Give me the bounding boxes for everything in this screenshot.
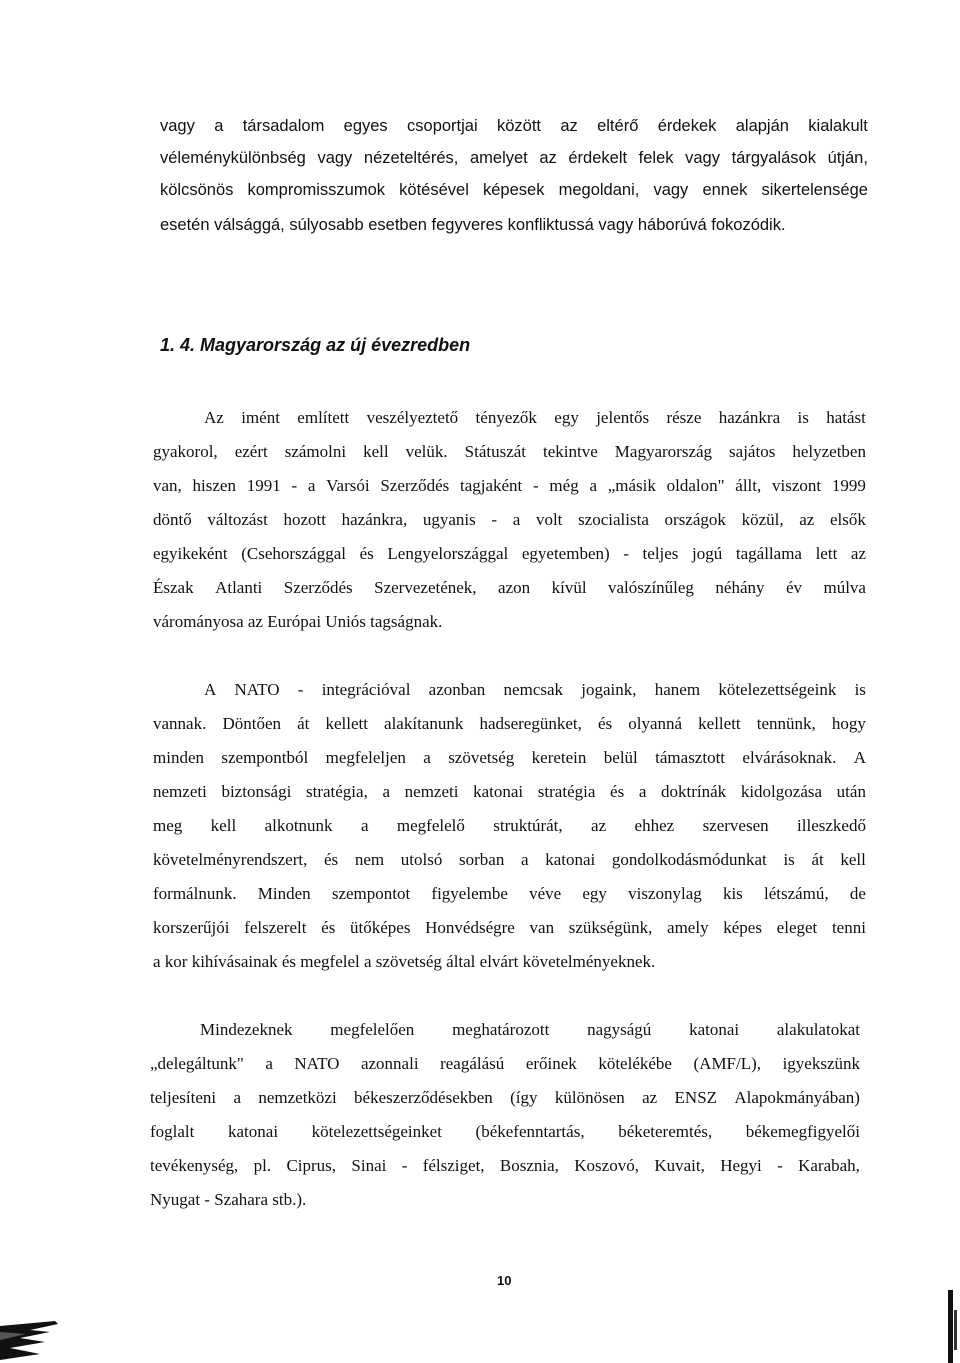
paragraph-line bbox=[153, 508, 866, 532]
word: hozott bbox=[283, 510, 326, 529]
word: ENSZ bbox=[674, 1088, 718, 1107]
word: velük. bbox=[405, 442, 448, 461]
word: veszélyeztető bbox=[366, 408, 459, 427]
word: Varsói bbox=[326, 476, 370, 495]
word: békemegfigyelői bbox=[745, 1122, 860, 1141]
word: és bbox=[321, 918, 336, 937]
word: amely bbox=[667, 918, 709, 937]
word: szempontból bbox=[221, 748, 309, 767]
word: az bbox=[539, 149, 557, 167]
word: Mindezeknek bbox=[200, 1020, 293, 1039]
word: foglalt bbox=[150, 1122, 195, 1141]
word: a bbox=[265, 1054, 273, 1073]
word: ezért bbox=[234, 442, 268, 461]
paragraph-line bbox=[160, 178, 868, 202]
word: között bbox=[496, 117, 541, 135]
word: szocialista bbox=[578, 510, 649, 529]
word: szövetség bbox=[448, 748, 515, 767]
paragraph-line bbox=[200, 1018, 860, 1042]
word: béketeremtés, bbox=[618, 1122, 713, 1141]
word: létszámú, bbox=[763, 884, 829, 903]
word: illeszkedő bbox=[797, 816, 866, 835]
word: sajátos bbox=[729, 442, 776, 461]
word: még bbox=[549, 476, 579, 495]
paragraph-line bbox=[153, 712, 866, 736]
word: figyelembe bbox=[431, 884, 508, 903]
paragraph-line bbox=[160, 146, 868, 170]
word: NATO bbox=[234, 680, 280, 699]
word: országok bbox=[664, 510, 726, 529]
word: van, bbox=[153, 476, 182, 495]
word: struktúrát, bbox=[493, 816, 563, 835]
word: katonai bbox=[473, 782, 524, 801]
word: döntő bbox=[153, 510, 192, 529]
paragraph-line bbox=[153, 882, 866, 906]
word: a bbox=[520, 850, 529, 869]
word: stratégia, bbox=[305, 782, 368, 801]
word: ugyanis bbox=[422, 510, 476, 529]
word: kis bbox=[722, 884, 743, 903]
word: belül bbox=[603, 748, 638, 767]
word: Szervezetének, bbox=[374, 578, 477, 597]
word: kidolgozása bbox=[740, 782, 823, 801]
word: 1999 bbox=[831, 476, 866, 495]
word: katonai bbox=[228, 1122, 279, 1141]
word: stratégia bbox=[537, 782, 596, 801]
word: amelyet bbox=[469, 149, 528, 167]
word: békeszerződésekben bbox=[354, 1088, 493, 1107]
word: ennek bbox=[702, 181, 748, 199]
word: a bbox=[638, 782, 647, 801]
word: tevékenység, bbox=[150, 1156, 239, 1175]
word: integrációval bbox=[321, 680, 411, 699]
word: érdekelt bbox=[568, 149, 628, 167]
word: Kuvait, bbox=[654, 1156, 705, 1175]
word: - bbox=[401, 1156, 408, 1175]
word: csoportjai bbox=[407, 117, 478, 135]
word: nemzeti bbox=[153, 782, 207, 801]
paragraph-line bbox=[153, 916, 866, 940]
word: Szerződés bbox=[380, 476, 450, 495]
word: jogaink, bbox=[581, 680, 637, 699]
word: teljes bbox=[642, 544, 679, 563]
word: az bbox=[642, 1088, 658, 1107]
paragraph-line bbox=[153, 848, 866, 872]
word: nemcsak bbox=[503, 680, 564, 699]
word: tagállama bbox=[735, 544, 802, 563]
word: azonban bbox=[428, 680, 486, 699]
paragraph-line bbox=[160, 114, 868, 138]
word: az bbox=[591, 816, 607, 835]
word: hadseregünket, bbox=[479, 714, 582, 733]
word: képes bbox=[723, 918, 762, 937]
word: Alapokmányában) bbox=[734, 1088, 860, 1107]
word: számolni bbox=[284, 442, 347, 461]
word: kötésével bbox=[399, 181, 469, 199]
word: hanem bbox=[654, 680, 701, 699]
word: Észak bbox=[153, 578, 194, 597]
word: - bbox=[777, 1156, 783, 1175]
word: félsziget, bbox=[422, 1156, 485, 1175]
word: társadalom bbox=[242, 117, 325, 135]
word: igyekszünk bbox=[782, 1054, 860, 1073]
word: az bbox=[850, 544, 866, 563]
word: imént bbox=[241, 408, 280, 427]
word: hatást bbox=[826, 408, 866, 427]
word: megfelelően bbox=[330, 1020, 415, 1039]
paragraph-line bbox=[153, 950, 866, 974]
word: korszerűjói bbox=[153, 918, 230, 937]
word: lett bbox=[815, 544, 838, 563]
word: „delegáltunk" bbox=[150, 1054, 244, 1073]
word: Hegyi bbox=[720, 1156, 762, 1175]
word: állt, bbox=[735, 476, 762, 495]
word: a bbox=[360, 816, 369, 835]
word: és bbox=[324, 850, 339, 869]
scan-artifact-left bbox=[0, 1318, 60, 1363]
paragraph-line bbox=[150, 1188, 860, 1212]
word: nagyságú bbox=[587, 1020, 652, 1039]
word: katonai bbox=[545, 850, 596, 869]
word: Szerződés bbox=[283, 578, 353, 597]
word: „másik bbox=[607, 476, 656, 495]
paragraph-line bbox=[153, 440, 866, 464]
word: szükségünk, bbox=[568, 918, 653, 937]
word: a bbox=[214, 117, 224, 135]
word: elvárásoknak. bbox=[742, 748, 837, 767]
line-text: várományosa az Európai Uniós tagságnak. bbox=[153, 612, 443, 631]
paragraph-line bbox=[153, 542, 866, 566]
word: kötelékébe bbox=[598, 1054, 672, 1073]
word: múlva bbox=[823, 578, 866, 597]
word: kialakult bbox=[808, 117, 868, 135]
word: az bbox=[799, 510, 815, 529]
word: meg bbox=[153, 816, 183, 835]
word: helyzetben bbox=[792, 442, 866, 461]
paragraph-line bbox=[204, 678, 866, 702]
word: Sinai bbox=[351, 1156, 387, 1175]
word: a bbox=[423, 748, 431, 767]
word: (Csehországgal bbox=[241, 544, 347, 563]
word: át bbox=[297, 714, 310, 733]
page-number: 10 bbox=[497, 1273, 512, 1288]
word: egyikeként bbox=[153, 544, 228, 563]
line-text: a kor kihívásainak és megfelel a szövetség által elvárt követelményeknek. bbox=[153, 952, 656, 971]
word: hiszen bbox=[192, 476, 236, 495]
word: hazánkra, bbox=[341, 510, 408, 529]
word: tárgyalások bbox=[731, 149, 816, 167]
word: sikertelensége bbox=[761, 181, 868, 199]
word: támasztott bbox=[655, 748, 726, 767]
word: kívül bbox=[551, 578, 587, 597]
word: Ciprus, bbox=[286, 1156, 337, 1175]
word: egyetemben) bbox=[521, 544, 610, 563]
word: a bbox=[233, 1088, 241, 1107]
word: alapján bbox=[735, 117, 789, 135]
word: - bbox=[491, 510, 498, 529]
word: viszont bbox=[771, 476, 822, 495]
word: katonai bbox=[689, 1020, 740, 1039]
word: Bosznia, bbox=[499, 1156, 559, 1175]
word: vagy bbox=[160, 117, 195, 135]
word: valószínűleg bbox=[608, 578, 694, 597]
word: - bbox=[623, 544, 629, 563]
word: - bbox=[291, 476, 298, 495]
paragraph-line bbox=[153, 474, 866, 498]
word: véve bbox=[529, 884, 562, 903]
word: egyes bbox=[343, 117, 388, 135]
word: doktrínák bbox=[661, 782, 727, 801]
word: is bbox=[854, 680, 866, 699]
word: Koszovó, bbox=[574, 1156, 639, 1175]
word: nézeteltérés, bbox=[363, 149, 459, 167]
word: érdekek bbox=[657, 117, 717, 135]
word: gondolkodásmódunkat bbox=[611, 850, 767, 869]
word: és bbox=[610, 782, 625, 801]
word: de bbox=[849, 884, 866, 903]
word: különösen bbox=[554, 1088, 625, 1107]
word: felszerelt bbox=[244, 918, 307, 937]
word: Minden bbox=[257, 884, 311, 903]
word: eltérő bbox=[597, 117, 639, 135]
word: kell bbox=[210, 816, 237, 835]
paragraph-line bbox=[153, 814, 866, 838]
word: a bbox=[382, 782, 391, 801]
word: ütőképes bbox=[350, 918, 411, 937]
word: kellett bbox=[698, 714, 741, 733]
word: hogy bbox=[831, 714, 866, 733]
word: tényezők bbox=[475, 408, 537, 427]
word: szervesen bbox=[702, 816, 769, 835]
word: volt bbox=[535, 510, 563, 529]
word: vagy bbox=[653, 181, 689, 199]
word: véleménykülönbség bbox=[160, 149, 306, 167]
line-text: Nyugat - Szahara stb.). bbox=[150, 1190, 307, 1209]
paragraph-line bbox=[150, 1086, 860, 1110]
word: erőinek bbox=[525, 1054, 577, 1073]
word: viszonylag bbox=[628, 884, 702, 903]
word: jogú bbox=[692, 544, 723, 563]
word: útján, bbox=[827, 149, 868, 167]
word: Az bbox=[204, 408, 224, 427]
word: szempontot bbox=[331, 884, 411, 903]
word: év bbox=[785, 578, 803, 597]
word: jelentős bbox=[596, 408, 650, 427]
word: Döntően bbox=[222, 714, 281, 733]
word: képesek bbox=[483, 181, 545, 199]
word: hazánkra bbox=[718, 408, 781, 427]
line-text: esetén válsággá, súlyosabb esetben fegyveres konfliktussá vagy háborúvá fokozódik. bbox=[160, 216, 786, 234]
word: a bbox=[512, 510, 521, 529]
word: eleget bbox=[776, 918, 818, 937]
word: NATO bbox=[294, 1054, 340, 1073]
word: biztonsági bbox=[221, 782, 292, 801]
word: után bbox=[836, 782, 866, 801]
word: tenni bbox=[831, 918, 866, 937]
word: a bbox=[589, 476, 597, 495]
paragraph-line bbox=[204, 406, 866, 430]
word: tagjaként bbox=[459, 476, 523, 495]
word: kell bbox=[363, 442, 389, 461]
word: változást bbox=[207, 510, 268, 529]
word: azon bbox=[498, 578, 531, 597]
word: A bbox=[204, 680, 217, 699]
paragraph-line bbox=[153, 746, 866, 770]
word: - bbox=[297, 680, 304, 699]
word: felek bbox=[638, 149, 674, 167]
scan-artifact-right bbox=[944, 1290, 960, 1363]
word: alakulatokat bbox=[776, 1020, 860, 1039]
word: A bbox=[853, 748, 866, 767]
paragraph-line bbox=[153, 780, 866, 804]
word: említett bbox=[297, 408, 350, 427]
word: keretein bbox=[531, 748, 587, 767]
word: tennünk, bbox=[756, 714, 816, 733]
word: része bbox=[666, 408, 702, 427]
word: alakítanunk bbox=[384, 714, 464, 733]
word: kölcsönös bbox=[160, 181, 234, 199]
word: (így bbox=[510, 1088, 538, 1107]
word: át bbox=[811, 850, 824, 869]
word: kellett bbox=[325, 714, 368, 733]
word: megoldani, bbox=[558, 181, 640, 199]
word: a bbox=[307, 476, 316, 495]
word: - bbox=[533, 476, 539, 495]
word: nemzetközi bbox=[258, 1088, 337, 1107]
word: vagy bbox=[685, 149, 720, 167]
word: ehhez bbox=[634, 816, 675, 835]
word: utolsó bbox=[400, 850, 443, 869]
word: azonnali bbox=[360, 1054, 419, 1073]
word: Karabah, bbox=[798, 1156, 860, 1175]
word: nem bbox=[354, 850, 385, 869]
word: (AMF/L), bbox=[693, 1054, 762, 1073]
word: az bbox=[560, 117, 578, 135]
word: Atlanti bbox=[215, 578, 263, 597]
word: sorban bbox=[459, 850, 505, 869]
word: oldalon" bbox=[666, 476, 725, 495]
word: egy bbox=[554, 408, 579, 427]
word: alkotnunk bbox=[264, 816, 333, 835]
paragraph-line bbox=[153, 610, 866, 634]
word: pl. bbox=[253, 1156, 272, 1175]
paragraph-line bbox=[150, 1052, 860, 1076]
word: teljesíteni bbox=[150, 1088, 217, 1107]
word: megfeleljen bbox=[325, 748, 406, 767]
word: elsők bbox=[830, 510, 866, 529]
word: olyanná bbox=[628, 714, 683, 733]
word: kompromisszumok bbox=[247, 181, 386, 199]
word: kötelezettségeinket bbox=[311, 1122, 442, 1141]
word: reagálású bbox=[440, 1054, 505, 1073]
word: formálnunk. bbox=[153, 884, 237, 903]
word: Státuszát bbox=[464, 442, 527, 461]
word: minden bbox=[153, 748, 204, 767]
word: és bbox=[359, 544, 374, 563]
word: kell bbox=[840, 850, 866, 869]
word: is bbox=[783, 850, 795, 869]
word: és bbox=[597, 714, 613, 733]
word: 1991 bbox=[246, 476, 281, 495]
word: Magyarország bbox=[614, 442, 713, 461]
word: meghatározott bbox=[452, 1020, 550, 1039]
word: követelményrendszert, bbox=[153, 850, 308, 869]
word: Lengyelországgal bbox=[387, 544, 509, 563]
word: Honvédségre bbox=[425, 918, 515, 937]
word: kötelezettségeink bbox=[718, 680, 837, 699]
word: néhány bbox=[715, 578, 765, 597]
paragraph-line bbox=[153, 576, 866, 600]
word: van bbox=[529, 918, 555, 937]
word: is bbox=[797, 408, 809, 427]
section-heading: 1. 4. Magyarország az új évezredben bbox=[160, 335, 471, 355]
word: közül, bbox=[741, 510, 784, 529]
paragraph-line bbox=[150, 1120, 860, 1144]
word: egy bbox=[582, 884, 607, 903]
paragraph-line bbox=[150, 1154, 860, 1178]
word: vagy bbox=[317, 149, 353, 167]
word: tekintve bbox=[543, 442, 598, 461]
word: (békefenntartás, bbox=[475, 1122, 585, 1141]
paragraph-line bbox=[160, 213, 868, 237]
word: gyakorol, bbox=[153, 442, 218, 461]
word: nemzeti bbox=[404, 782, 459, 801]
word: vannak. bbox=[153, 714, 207, 733]
word: megfelelő bbox=[396, 816, 465, 835]
